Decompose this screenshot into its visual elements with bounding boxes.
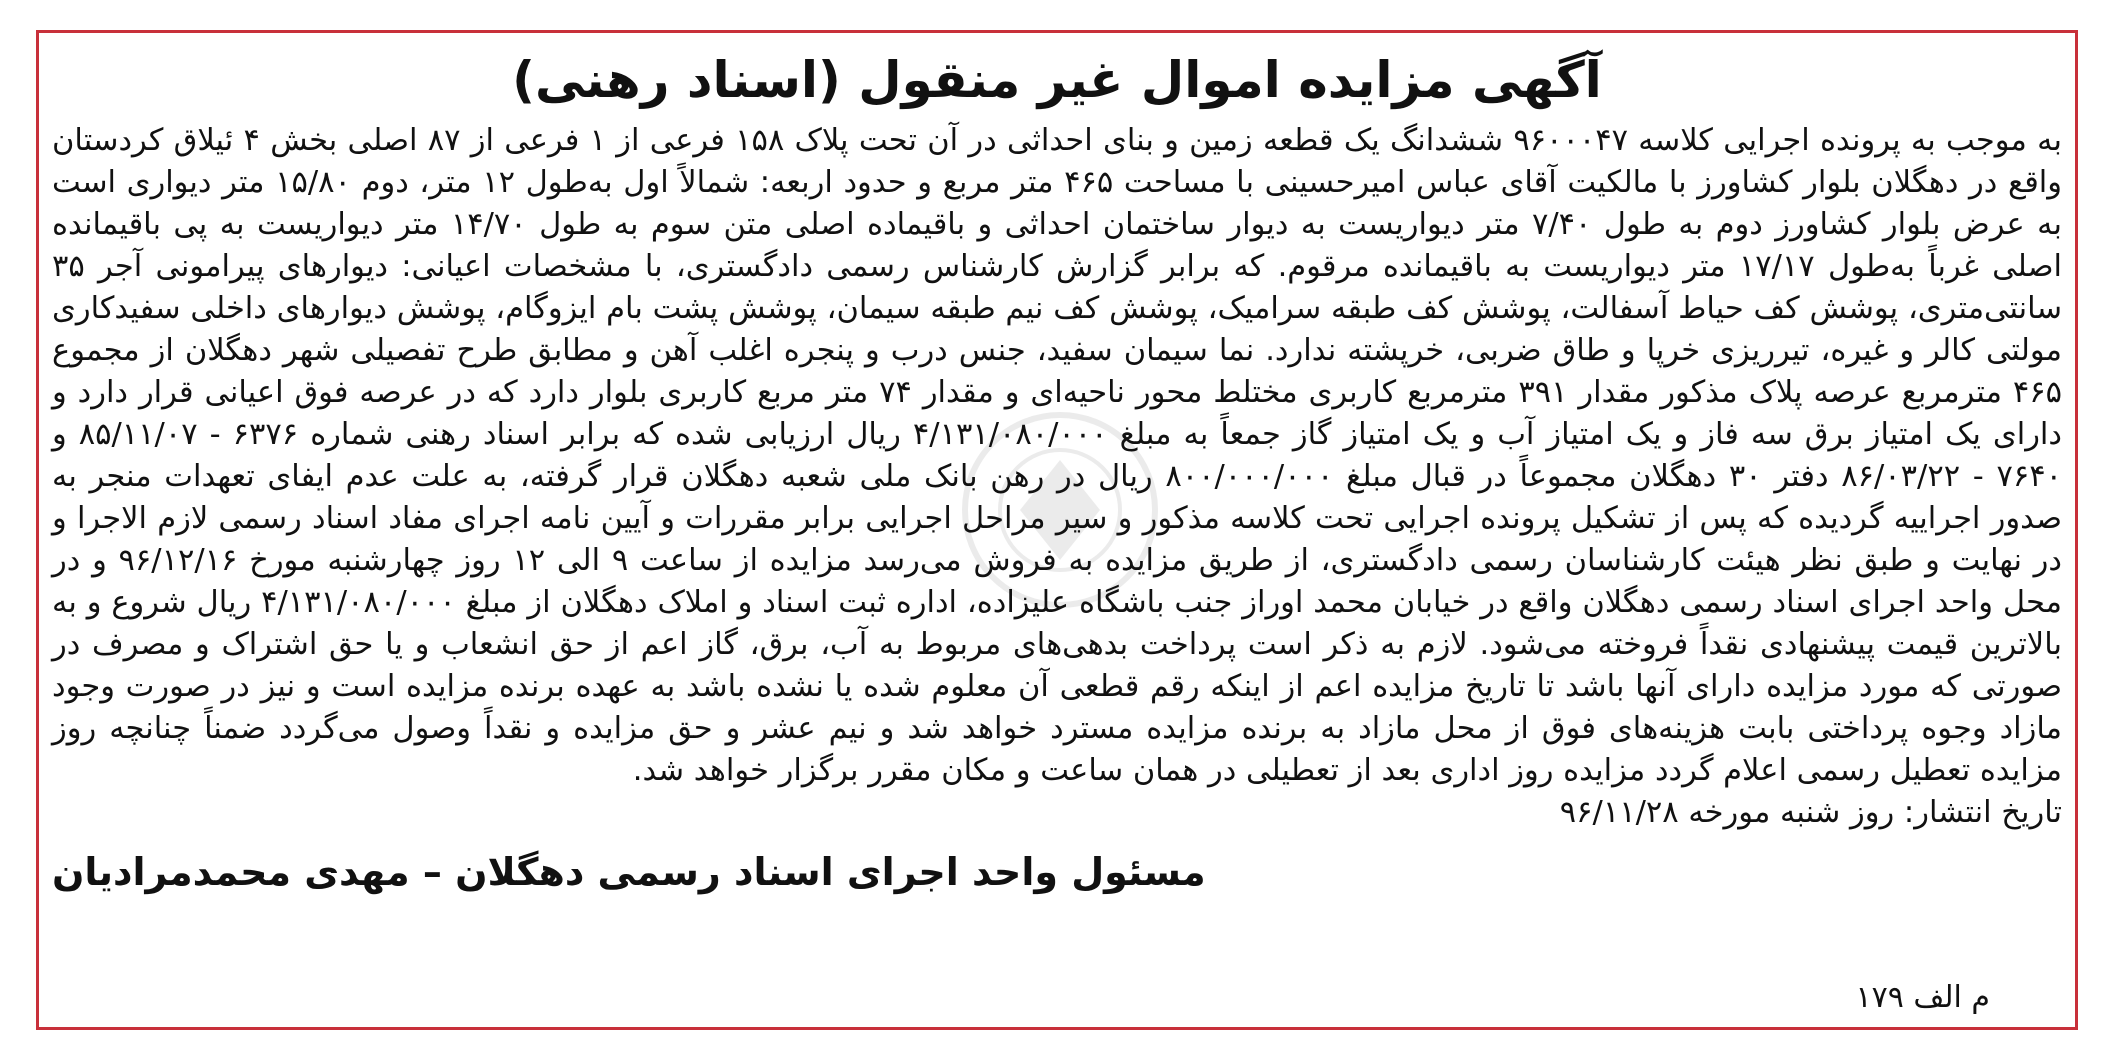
notice-code: م الف ۱۷۹	[1855, 980, 1990, 1015]
notice-title: آگهی مزایده اموال غیر منقول (اسناد رهنی)	[512, 51, 1602, 109]
notice-content	[52, 40, 2062, 902]
signature-line: مسئول واحد اجرای اسناد رسمی دهگلان – مهدی محمدمرادیان	[52, 850, 1206, 894]
publication-date: تاریخ انتشار: روز شنبه مورخه ۹۶/۱۱/۲۸	[1559, 795, 2062, 830]
notice-body: به موجب به پرونده اجرایی کلاسه ۹۶۰۰۰۴۷ ششدانگ یک قطعه زمین و بنای احداثی در آن تحت پلاک ۱۵۸ فرعی از ۱ فرعی از ۸۷ اصلی بخش ۴ ئیلاق کردستان واقع در دهگلان بلوار کشاورز با مالکیت آقای عباس امیرحسینی با مساحت ۴۶۵ متر مربع و حدود اربعه: شمالاً اول به‌طول ۱۲ متر، دوم ۱۵/۸۰ متر دیواری است به عرض بلوار کشاورز دوم به طول ۷/۴۰ متر دیواریست به دیوار ساختمان احداثی و باقیماده اصلی متن سوم به طول ۱۴/۷۰ متر دیواریست به پی باقیمانده اصلی غرباً به‌طول ۱۷/۱۷ متر دیواریست به باقیمانده مرقوم. که برابر گزارش کارشناس رسمی دادگستری، با مشخصات اعیانی: دیوارهای پیرامونی آجر ۳۵ سانتی‌متری، پوشش کف حیاط آسفالت، پوشش کف طبقه سرامیک، پوشش کف نیم طبقه سیمان، پوشش پشت بام ایزوگام، پوشش دیوارهای داخلی سفیدکاری مولتی کالر و غیره، تیرریزی خرپا و طاق ضربی، خرپشته ندارد. نما سیمان سفید، جنس درب و پنجره اغلب آهن و مطابق طرح تفصیلی شهر دهگلان از مجموع ۴۶۵ مترمربع عرصه پلاک مذکور مقدار ۳۹۱ مترمربع کاربری مختلط محور ناحیه‌ای و مقدار ۷۴ متر مربع کاربری بلوار دارد که در عرصه فوق اعیانی قرار دارد و دارای یک امتیاز برق سه فاز و یک امتیاز آب و یک امتیاز گاز جمعاً به مبلغ ۴/۱۳۱/۰۸۰/۰۰۰ ریال ارزیابی شده که برابر اسناد رهنی شماره ۶۳۷۶ - ۸۵/۱۱/۰۷ و ۷۶۴۰ - ۸۶/۰۳/۲۲ دفتر ۳۰ دهگلان مجموعاً در قبال مبلغ ۸۰۰/۰۰۰/۰۰۰ ریال در رهن بانک ملی شعبه دهگلان قرار گرفته، به علت عدم ایفای تعهدات منجر به صدور اجراییه گردیده که پس از تشکیل پرونده اجرایی تحت کلاسه مذکور و سیر مراحل اجرایی برابر مقررات و آیین نامه اجرای مفاد اسناد رسمی لازم الاجرا و در نهایت و طبق نظر هیئت کارشناسان رسمی دادگستری، از طریق مزایده به فروش می‌رسد مزایده از ساعت ۹ الی ۱۲ روز چهارشنبه مورخ ۹۶/۱۲/۱۶ و در محل واحد اجرای اسناد رسمی دهگلان واقع در خیابان محمد اوراز جنب باشگاه علیزاده، اداره ثبت اسناد و املاک دهگلان از مبلغ ۴/۱۳۱/۰۸۰/۰۰۰ ریال شروع و به بالاترین قیمت پیشنهادی نقداً فروخته می‌شود. لازم به ذکر است پرداخت بدهی‌های مربوط به آب، برق، گاز اعم از حق انشعاب و یا حق اشتراک و مصرف در صورتی که مورد مزایده دارای آنها باشد تا تاریخ مزایده اعم از اینکه رقم قطعی آن معلوم شده یا نشده باشد به عهده برنده مزایده است و نیز در صورت وجود مازاد وجوه پرداختی بابت هزینه‌های فوق از محل مازاد به برنده مزایده مسترد خواهد شد و نیم عشر و حق مزایده و نقداً وصول می‌گردد ضمناً چنانچه روز مزایده تعطیل رسمی اعلام گردد مزایده روز اداری بعد از تعطیلی در همان ساعت و مکان مقرر برگزار خواهد شد.	[52, 123, 2063, 788]
